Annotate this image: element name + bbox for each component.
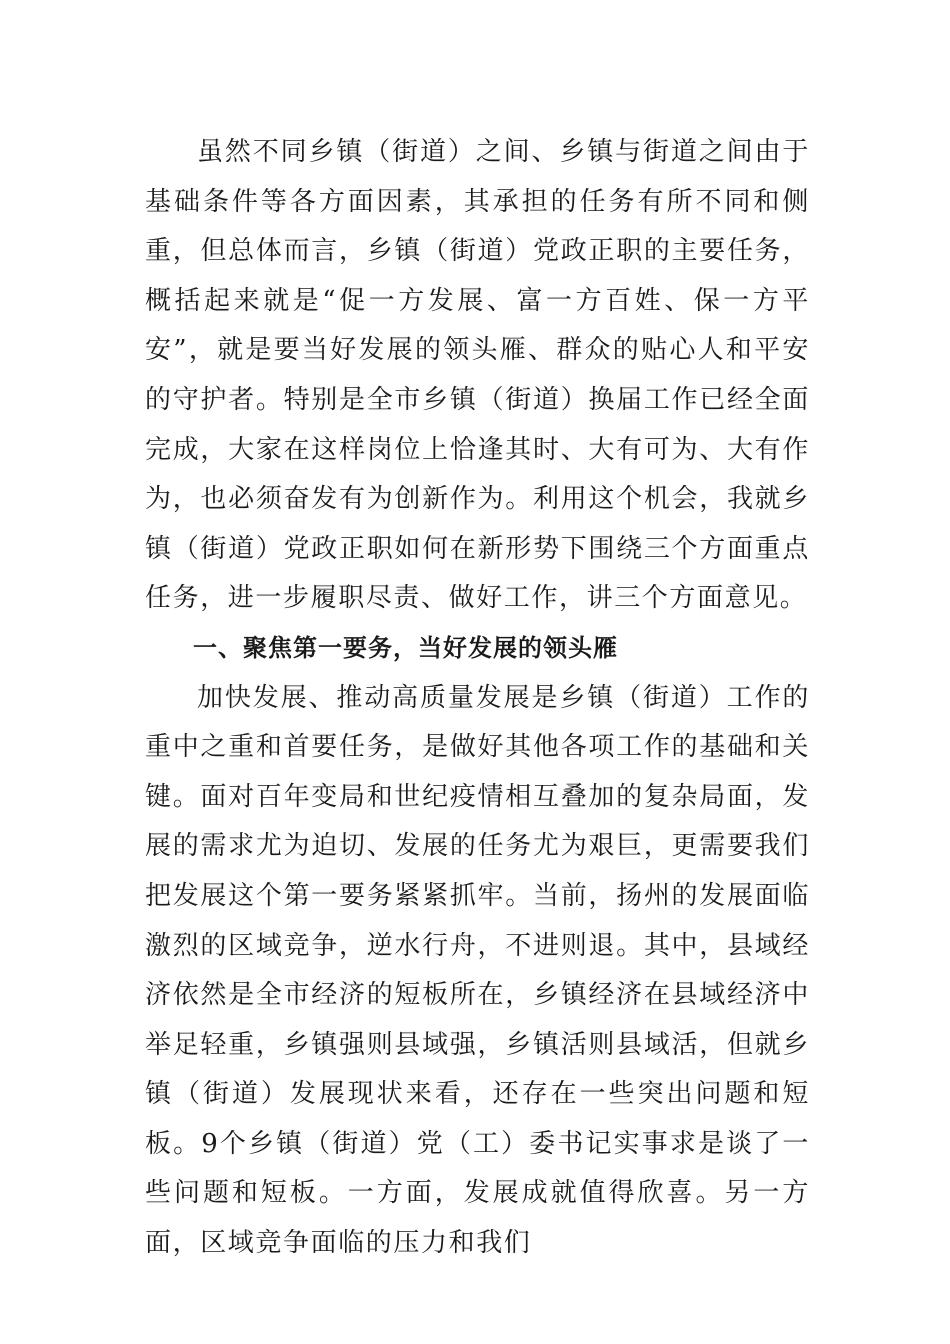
paragraph-intro: 虽然不同乡镇（街道）之间、乡镇与街道之间由于基础条件等各方面因素，其承担的任务有所不同和侧重，但总体而言，乡镇（街道）党政正职的主要任务，概括起来就是“促一方发展、富一方百姓、保一方平安”，就是要当好发展的领头雁、群众的贴心人和平安的守护者。特别是全市乡镇（街道）换届工作已经全面完成，大家在这样岗位上恰逢其时、大有可为、大有作为，也必须奋发有为创新作为。利用这个机会，我就乡镇（街道）党政正职如何在新形势下围绕三个方面重点任务，进一步履职尽责、做好工作，讲三个方面意见。 bbox=[145, 137, 810, 614]
document-body bbox=[145, 128, 810, 1269]
paragraph-section-1: 加快发展、推动高质量发展是乡镇（街道）工作的重中之重和首要任务，是做好其他各项工作的基础和关键。面对百年变局和世纪疫情相互叠加的复杂局面，发展的需求尤为迫切、发展的任务尤为艰巨，更需要我们把发展这个第一要务紧紧抓牢。当前，扬州的发展面临激烈的区域竞争，逆水行舟，不进则退。其中，县域经济依然是全市经济的短板所在，乡镇经济在县域经济中举足轻重，乡镇强则县域强，乡镇活则县域活，但就乡镇（街道）发展现状来看，还存在一些突出问题和短板。9个乡镇（街道）党（工）委书记实事求是谈了一些问题和短板。一方面，发展成就值得欣喜。另一方面，区域竞争面临的压力和我们 bbox=[145, 682, 810, 1259]
section-heading-1: 一、聚焦第一要务，当好发展的领头雁 bbox=[193, 633, 618, 662]
